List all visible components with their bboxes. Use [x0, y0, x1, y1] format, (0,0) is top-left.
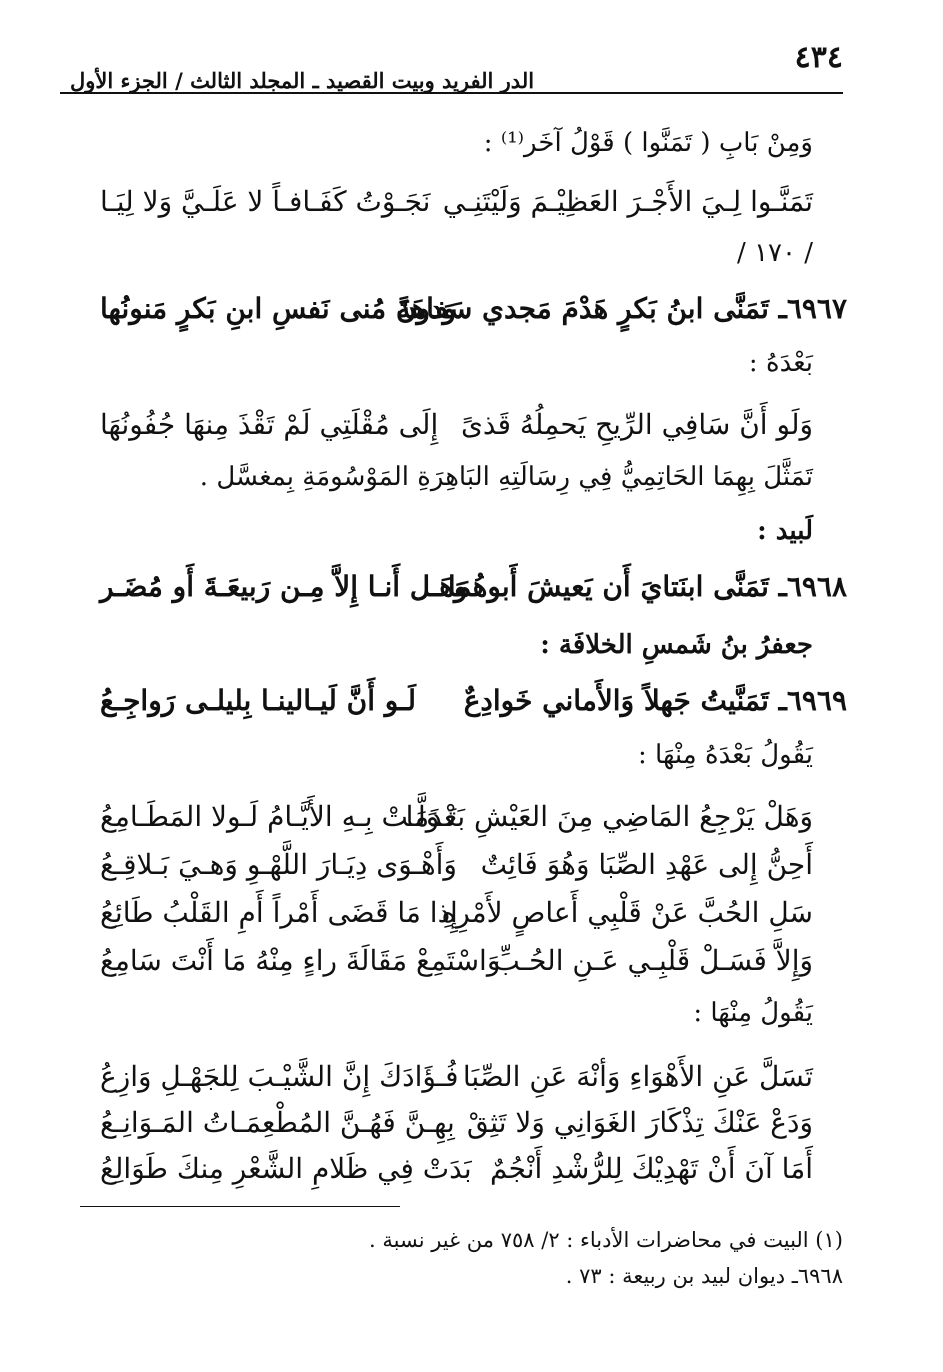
verse-group2-1-second: فُـؤَادَكَ إِنَّ الشَّيْـبَ لِلجَهْـلِ وَازِعُ [100, 1060, 459, 1093]
verse-lau-second-hemistich: إِلَى مُقْلَتِي لَمْ تَقْذَ مِنهَا جُفُونُهَا [100, 408, 439, 441]
footnote-2: ٦٩٦٨ـ ديوان لبيد بن ربيعة : ٧٣ . [565, 1264, 843, 1288]
running-title: الدر الفريد وبيت القصيد ـ المجلد الثالث / الجزء الأول [70, 68, 535, 93]
verse-6968-second-hemistich: وَهَـل أَنـا إِلاَّ مِـن رَبيعَـةَ أَو مُضَـر [100, 570, 468, 603]
verse-group1-1-second: تَـوَلَّـتْ بِـهِ الأَيَّـامُ لَـولا المَطَـامِعُ [100, 800, 457, 833]
page-header [70, 40, 843, 93]
verse-6967-second-hemistich: وَدونَ مُنى نَفسِ ابنِ بَكرٍ مَنونُها [100, 292, 456, 325]
verse-6969-first-hemistich: ٦٩٦٩ـ تَمَنَّيتُ جَهلاً وَالأَماني خَوادِعٌ [463, 684, 847, 717]
header-divider [60, 92, 843, 94]
verse-group1-2-first: أَحِنُّ إِلى عَهْدِ الصِّبَا وَهُوَ فَائِتٌ [480, 848, 813, 881]
verse-group2-3-first: أَمَا آنَ أَنْ تَهْدِيْكَ لِلرُّشْدِ أَنْجُمٌ [490, 1152, 813, 1185]
verse-lau-first-hemistich: وَلَو أَنَّ سَافِي الرِّيحِ يَحمِلُهُ قَذىً [460, 408, 813, 441]
verse-group2-2-first: وَدَعْ عَنْكَ تِذْكَارَ الغَوَانِي وَلا تَثِقْ [466, 1106, 813, 1139]
note-hatimi: تَمَثَّلَ بِهِمَا الحَاتِمِيُّ فِي رِسَالَتِهِ البَاهِرَةِ المَوْسُومَةِ بِمغسَّل . [199, 462, 813, 492]
verse-1-second-hemistich: نَجَـوْتُ كَفَـافـاً لا عَلَـيَّ وَلا لِيَـا [100, 185, 431, 218]
manuscript-reference: / ١٧٠ / [737, 238, 813, 268]
verse-6969-second-hemistich: لَـو أَنَّ لَيـالينـا بِليلـى رَواجِـعُ [100, 684, 416, 717]
verse-group1-3-first: سَلِ الحُبَّ عَنْ قَلْبِي أَعاصٍ لأَمْرِهِ [441, 896, 813, 929]
verse-group2-2-second: بِهِـنَّ فَهُـنَّ المُطْعِمَـاتُ المَـوَانِـعُ [100, 1106, 455, 1139]
verse-group1-4-first: وَإِلاَّ فَسَـلْ قَلْبِـي عَـنِ الحُـبِّ [493, 944, 813, 977]
verse-6968-first-hemistich: ٦٩٦٨ـ تَمَنَّى ابنَتايَ أَن يَعيشَ أَبوهُمَا [447, 570, 847, 603]
after-line-3: يَقُولُ مِنْهَا : [693, 998, 813, 1028]
after-line-1: بَعْدَهُ : [748, 348, 813, 378]
footnote-1: (١) البيت في محاضرات الأدباء : ٢/ ٧٥٨ من غير نسبة . [369, 1228, 843, 1252]
verse-group2-1-first: تَسَلَّ عَنِ الأَهْوَاءِ وَأنْهَ عَنِ الصِّبَا [462, 1060, 813, 1093]
footnote-divider [80, 1206, 400, 1207]
verse-1-first-hemistich: تَمَنَّـوا لِـيَ الأَجْـرَ العَظِيْـمَ وَلَيْتَنِـي [442, 185, 813, 218]
verse-group1-4-second: وَاسْتَمِعْ مَقَالَةَ راءٍ مِنْهُ مَا أَنْتَ سَامِعُ [100, 944, 501, 977]
verse-group1-1-first: وَهَلْ يَرْجِعُ المَاضِي مِنَ العَيْشِ بَعْدَمَا [405, 800, 813, 833]
after-line-2: يَقُولُ بَعْدَهُ مِنْهَا : [638, 740, 813, 770]
poet-name-labid: لَبيد : [757, 516, 813, 546]
verse-6967-first-hemistich: ٦٩٦٧ـ تَمَنَّى ابنُ بَكرٍ هَدْمَ مَجدي سَفاهَةً [396, 292, 847, 325]
intro-line: وَمِنْ بَابِ ( تَمَنَّوا ) قَوْلُ آخَر⁽¹⁾ : [483, 128, 813, 158]
verse-group2-3-second: بَدَتْ فِي ظَلامِ الشَّعْرِ مِنكَ طَوَالِعُ [100, 1152, 472, 1185]
verse-group1-3-second: إِذا مَا قَضَى أَمْراً أَمِ القَلْبُ طَائِعُ [100, 896, 458, 929]
verse-group1-2-second: وَأَهْـوَى دِيَـارَ اللَّهْـوِ وَهـيَ بَـلاقِـعُ [100, 848, 457, 881]
page-number: ٤٣٤ [794, 40, 843, 75]
poet-name-jafar: جعفرُ بنُ شَمسِ الخلافَة : [540, 630, 813, 660]
